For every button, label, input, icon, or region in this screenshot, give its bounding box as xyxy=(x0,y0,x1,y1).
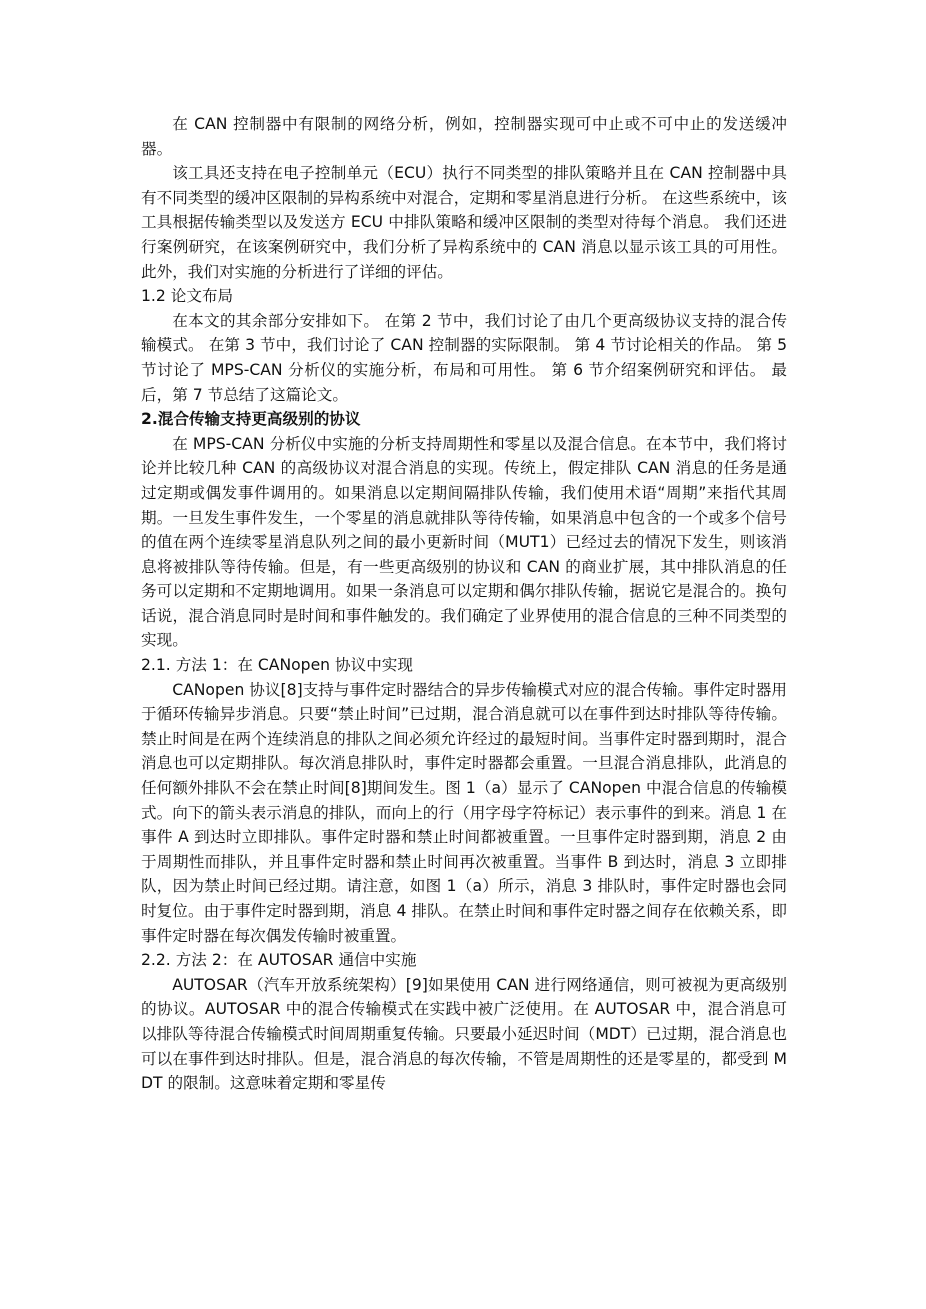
body-text xyxy=(141,112,787,1096)
paragraph-mixed-messages: 在 MPS-CAN 分析仪中实施的分析支持周期性和零星以及混合信息。在本节中，我们将讨论并比较几种 CAN 的高级协议对混合消息的实现。传统上，假定排队 CAN 消息的任务是通过定期或偶发事件调用的。如果消息以定期间隔排队传输，我们使用术语“周期”来指代其周期。一旦发生事件发生，一个零星的消息就排队等待传输，如果消息中包含的一个或多个信号的值在两个连续零星消息队列之间的最小更新时间（MUT1）已经过去的情况下发生，则该消息将被排队等待传输。但是，有一些更高级别的协议和 CAN 的商业扩展，其中排队消息的任务可以定期和不定期地调用。如果一条消息可以定期和偶尔排队传输，据说它是混合的。换句话说，混合消息同时是时间和事件触发的。我们确定了业界使用的混合信息的三种不同类型的实现。 xyxy=(141,434,787,650)
paragraph-autosar: AUTOSAR（汽车开放系统架构）[9]如果使用 CAN 进行网络通信，则可被视为更高级别的协议。AUTOSAR 中的混合传输模式在实践中被广泛使用。在 AUTOSAR 中，混合消息可以排队等待混合传输模式时间周期重复传输。只要最小延迟时间（MDT）已过期，混合消息也可以在事件到达时排队。但是，混合消息的每次传输，不管是周期性的还是零星的，都受到 MDT 的限制。这意味着定期和零星传 xyxy=(141,975,787,1093)
paragraph-tool-support: 该工具还支持在电子控制单元（ECU）执行不同类型的排队策略并且在 CAN 控制器中具有不同类型的缓冲区限制的异构系统中对混合，定期和零星消息进行分析。 在这些系统中，该工具根据传输类型以及发送方 ECU 中排队策略和缓冲区限制的类型对待每个消息。 我们还进行案例研究，在该案例研究中，我们分析了异构系统中的 CAN 消息以显示该工具的可用性。 此外，我们对实施的分析进行了详细的评估。 xyxy=(141,164,787,281)
paragraph-can-controller-analysis: 在 CAN 控制器中有限制的网络分析，例如，控制器实现可中止或不可中止的发送缓冲器。 xyxy=(141,115,787,158)
heading-2-mixed-transmission: 2.混合传输支持更高级别的协议 xyxy=(141,410,361,429)
paragraph-canopen: CANopen 协议[8]支持与事件定时器结合的异步传输模式对应的混合传输。事件定时器用于循环传输异步消息。只要“禁止时间”已过期，混合消息就可以在事件到达时排队等待传输。禁止时间是在两个连续消息的排队之间必须允许经过的最短时间。当事件定时器到期时，混合消息也可以定期排队。每次消息排队时，事件定时器都会重置。一旦混合消息排队，此消息的任何额外排队不会在禁止时间[8]期间发生。图 1（a）显示了 CANopen 中混合信息的传输模式。向下的箭头表示消息的排队，而向上的行（用字母字符标记）表示事件的到来。消息 1 在事件 A 到达时立即排队。事件定时器和禁止时间都被重置。一旦事件定时器到期，消息 2 由于周期性而排队，并且事件定时器和禁止时间再次被重置。当事件 B 到达时，消息 3 立即排队，因为禁止时间已经过期。请注意，如图 1（a）所示，消息 3 排队时，事件定时器也会同时复位。由于事件定时器到期，消息 4 排队。在禁止时间和事件定时器之间存在依赖关系，即事件定时器在每次偶发传输时被重置。 xyxy=(141,680,787,945)
paragraph-paper-outline: 在本文的其余部分安排如下。 在第 2 节中，我们讨论了由几个更高级协议支持的混合传输模式。 在第 3 节中，我们讨论了 CAN 控制器的实际限制。 第 4 节讨论相关的作品。 第 5 节讨论了 MPS-CAN 分析仪的实施分析，布局和可用性。 第 6 节介绍案例研究和评估。 最后，第 7 节总结了这篇论文。 xyxy=(141,311,787,404)
heading-2-2-autosar: 2.2. 方法 2：在 AUTOSAR 通信中实施 xyxy=(141,951,417,970)
heading-1-2-layout: 1.2 论文布局 xyxy=(141,287,234,306)
heading-2-1-canopen: 2.1. 方法 1：在 CANopen 协议中实现 xyxy=(141,656,413,675)
